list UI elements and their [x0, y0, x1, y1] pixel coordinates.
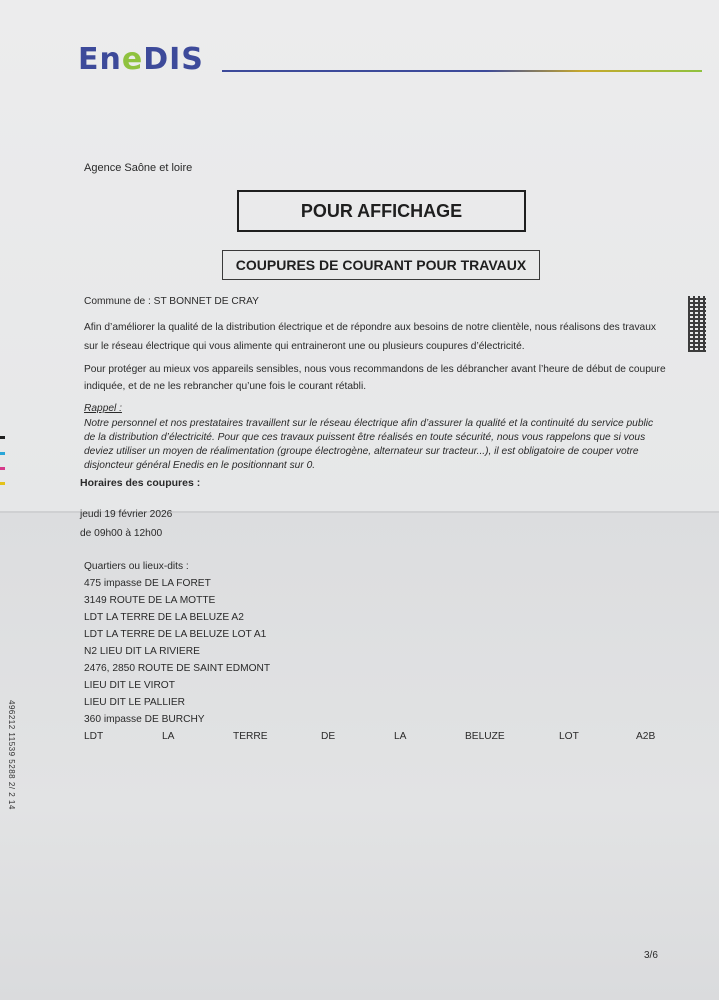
schedule-heading: Horaires des coupures :: [80, 477, 201, 489]
enedis-logo: EneDIS: [78, 42, 204, 77]
rappel-line: deviez utiliser un moyen de réalimentation (groupe électrogène, alternateur sur tracteur...), il est obligatoire de couper votre: [84, 446, 639, 457]
place-item: 475 impasse DE LA FORET: [84, 578, 211, 589]
schedule-time: de 09h00 à 12h00: [80, 528, 163, 539]
last-place-word: LDT: [84, 731, 104, 742]
rappel-line: disjoncteur général Enedis en le positionnant sur 0.: [84, 460, 316, 471]
place-item: LDT LA TERRE DE LA BELUZE A2: [84, 612, 244, 623]
main-title: POUR AFFICHAGE: [237, 190, 526, 232]
places-heading: Quartiers ou lieux-dits :: [84, 561, 189, 572]
rappel-line: de la distribution d’électricité. Pour que ces travaux puissent être réalisés en toute sécurité, nous vous rappelons que si vous: [84, 432, 646, 443]
place-item: 2476, 2850 ROUTE DE SAINT EDMONT: [84, 663, 271, 674]
rappel-title: Rappel :: [84, 403, 122, 414]
last-place-word: LA: [394, 731, 407, 742]
commune-line: Commune de : ST BONNET DE CRAY: [84, 296, 259, 307]
intro-line: sur le réseau électrique qui vous alimente qui entraineront une ou plusieurs coupures d’électricité.: [84, 341, 525, 352]
intro-line: Afin d’améliorer la qualité de la distribution électrique et de répondre aux besoins de notre clientèle, nous réalisons des travaux: [84, 322, 656, 333]
agency-name: Agence Saône et loire: [84, 162, 193, 174]
print-mark: [0, 482, 5, 485]
sub-title: COUPURES DE COURANT POUR TRAVAUX: [222, 250, 540, 280]
last-place-word: DE: [321, 731, 336, 742]
print-mark: [0, 436, 5, 439]
datamatrix-code: [688, 296, 706, 352]
rappel-line: Notre personnel et nos prestataires travaillent sur le réseau électrique afin d’assurer la qualité et la continuité du service public: [84, 418, 654, 429]
side-reference-code: 496212 11539 5288 2/ 2 14: [7, 700, 16, 810]
last-place-word: LOT: [559, 731, 579, 742]
place-item: N2 LIEU DIT LA RIVIERE: [84, 646, 200, 657]
place-item: 3149 ROUTE DE LA MOTTE: [84, 595, 216, 606]
place-item: LIEU DIT LE VIROT: [84, 680, 175, 691]
header-rule: [222, 70, 702, 72]
place-item: LIEU DIT LE PALLIER: [84, 697, 185, 708]
protect-line: indiquée, et de ne les rebrancher qu’une fois le courant rétabli.: [84, 381, 367, 392]
protect-line: Pour protéger au mieux vos appareils sensibles, nous vous recommandons de les débrancher avant l’heure de début de coupure: [84, 364, 666, 375]
last-place-word: LA: [162, 731, 175, 742]
page-number: 3/6: [644, 950, 658, 961]
last-place-word: A2B: [636, 731, 656, 742]
place-item: LDT LA TERRE DE LA BELUZE LOT A1: [84, 629, 267, 640]
schedule-date: jeudi 19 février 2026: [80, 509, 173, 520]
last-place-word: BELUZE: [465, 731, 505, 742]
place-item: 360 impasse DE BURCHY: [84, 714, 205, 725]
last-place-word: TERRE: [233, 731, 268, 742]
print-mark: [0, 467, 5, 470]
print-mark: [0, 452, 5, 455]
